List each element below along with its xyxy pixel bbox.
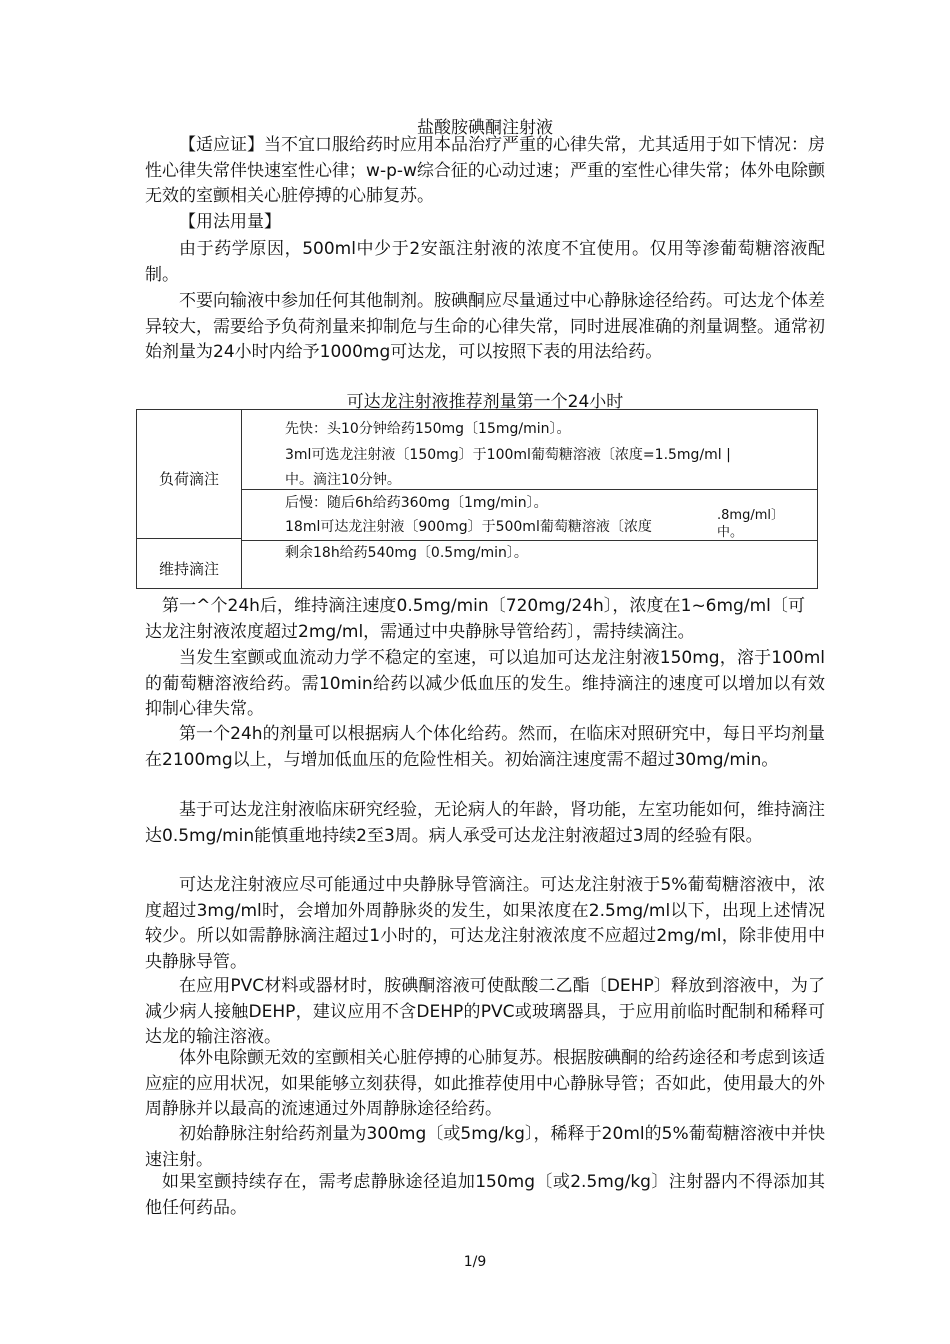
- indication-paragraph: 【适应证】当不宜口服给药时应用本品治疗严重的心律失常，尤其适用于如下情况：房性心律失常伴快速室性心律；w-p-w综合征的心动过速；严重的室性心律失常；体外电除颤无效的室颤相关心脏停搏的心肺复苏。: [145, 135, 825, 206]
- table-row-divider: [137, 538, 241, 539]
- paragraph-after-24h: 第一^个24h后，维持滴注速度0.5mg/min〔720mg/24h〕，浓度在1~6mg/ml〔可达龙注射液浓度超过2mg/ml，需通过中央静脉导管给药〕，需持续滴注。: [145, 596, 805, 642]
- loading-fast-line-2: 3ml可选龙注射液〔150mg〕于100ml葡萄糖溶液〔浓度=1.5mg/ml |: [285, 447, 731, 463]
- paragraph-dilution: 由于药学原因，500ml中少于2安瓿注射液的浓度不宜使用。仅用等渗葡萄糖溶液配制。: [145, 239, 825, 285]
- paragraph-central-venous: 可达龙注射液应尽可能通过中央静脉导管滴注。可达龙注射液于5%葡萄糖溶液中，浓度超过3mg/ml时，会增加外周静脉炎的发生，如果浓度在2.5mg/ml以下，出现上述情况较少。所以如需静脉滴注超过1小时的，可达龙注射液浓度不应超过2mg/ml，除非使用中央静脉导管。: [145, 875, 825, 972]
- paragraph-persistent-vf: 如果室颤持续存在，需考虑静脉途径追加150mg〔或2.5mg/kg〕注射器内不得添加其他任何药品。: [145, 1172, 825, 1218]
- table-subrow-divider: [241, 540, 817, 541]
- dosage-table: [136, 409, 818, 589]
- paragraph-pvc-dehp: 在应用PVC材料或器材时，胺碘酮溶液可使酞酸二乙酯〔DEHP〕释放到溶液中，为了减少病人接触DEHP，建议应用不含DEHP的PVC或玻璃器具，于应用前临时配制和稀释可达龙的输注溶液。: [145, 976, 825, 1047]
- paragraph-vf-additional: 当发生室颤或血流动力学不稳定的室速，可以追加可达龙注射液150mg，溶于100ml的葡萄糖溶液给药。需10min给药以减少低血压的发生。维持滴注的速度可以增加以有效抑制心律失常。: [145, 648, 825, 719]
- table-column-divider: [241, 410, 242, 588]
- paragraph-cpr: 体外电除颤无效的室颤相关心脏停搏的心肺复苏。根据胺碘酮的给药途径和考虑到该适应症的应用状况，如果能够立刻获得，如此推荐使用中心静脉导管；否如此，使用最大的外周静脉并以最高的流速通过外周静脉途径给药。: [145, 1048, 825, 1119]
- table-caption: 可达龙注射液推荐剂量第一个24小时: [346, 392, 624, 412]
- row-label-loading: 负荷滴注: [158, 470, 219, 488]
- page-number: 1/9: [463, 1254, 487, 1270]
- loading-slow-side-2: 中。: [717, 525, 744, 540]
- loading-slow-line-1: 后慢：随后6h给药360mg〔1mg/min〕。: [285, 495, 548, 511]
- row-label-maintenance: 维持滴注: [158, 560, 219, 578]
- loading-slow-side-1: .8mg/ml〕: [717, 508, 784, 523]
- paragraph-initial-iv-dose: 初始静脉注射给药剂量为300mg〔或5mg/kg〕，稀释于20ml的5%葡萄糖溶液中并快速注射。: [145, 1124, 825, 1170]
- document-title: 盐酸胺碘酮注射液: [417, 118, 553, 138]
- usage-heading: 【用法用量】: [179, 212, 281, 232]
- loading-slow-line-2: 18ml可达龙注射液〔900mg〕于500ml葡萄糖溶液〔浓度: [285, 519, 652, 535]
- loading-fast-line-1: 先快：头10分钟给药150mg〔15mg/min〕。: [285, 421, 571, 437]
- paragraph-administration: 不要向输液中参加任何其他制剂。胺碘酮应尽量通过中心静脉途径给药。可达龙个体差异较大，需要给予负荷剂量来抑制危与生命的心律失常，同时进展准确的剂量调整。通常初始剂量为24小时内给予1000mg可达龙，可以按照下表的用法给药。: [145, 291, 825, 362]
- maintenance-line: 剩余18h给药540mg〔0.5mg/min〕。: [285, 545, 528, 561]
- paragraph-individual-dose: 第一个24h的剂量可以根据病人个体化给药。然而，在临床对照研究中，每日平均剂量在2100mg以上，与增加低血压的危险性相关。初始滴注速度需不超过30mg/min。: [145, 724, 825, 770]
- loading-fast-line-3: 中。滴注10分钟。: [285, 472, 401, 488]
- paragraph-clinical-experience: 基于可达龙注射液临床研究经验，无论病人的年龄，肾功能，左室功能如何，维持滴注达0.5mg/min能慎重地持续2至3周。病人承受可达龙注射液超过3周的经验有限。: [145, 800, 825, 846]
- table-subrow-divider: [241, 489, 817, 490]
